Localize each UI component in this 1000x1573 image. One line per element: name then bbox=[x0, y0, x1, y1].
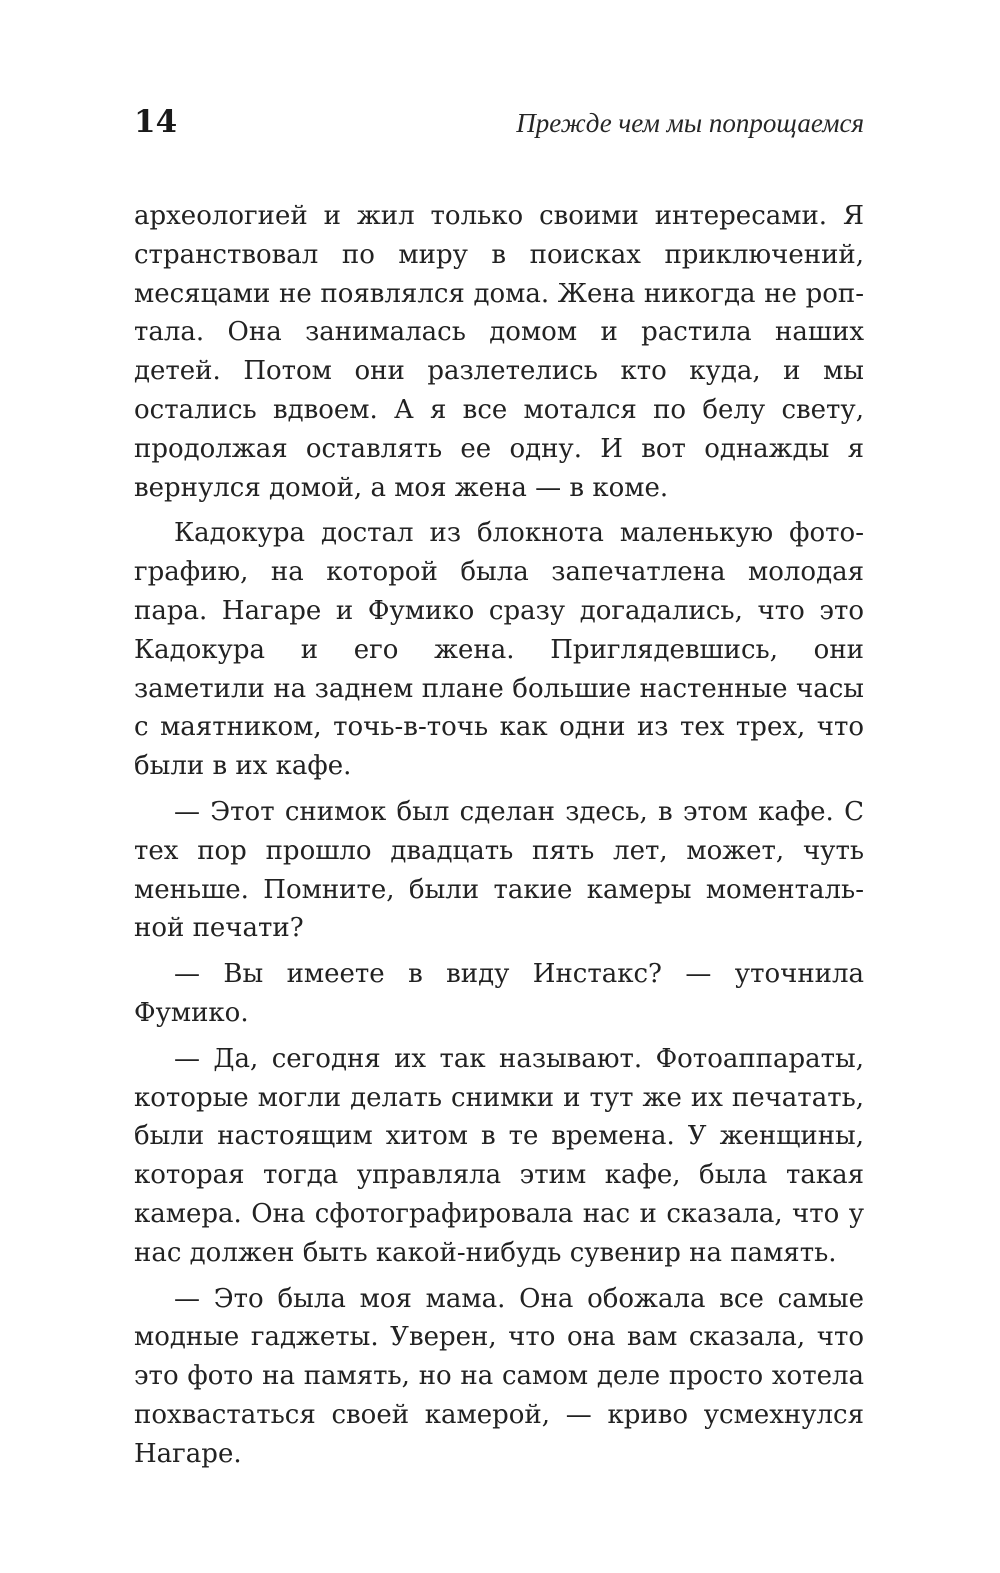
running-head bbox=[134, 100, 864, 148]
paragraph: — Да, сегодня их так называют. Фотоаппараты, которые могли делать снимки и тут же их печатать, были настоящим хитом в те времена. У женщины, которая тогда управляла этим кафе, была такая камера. Она сфотографировала нас и сказала, что у нас должен быть какой-нибудь сувенир на память. bbox=[134, 1043, 864, 1268]
paragraph: — Это была моя мама. Она обожала все самые модные гаджеты. Уверен, что она вам сказала, что это фото на память, но на самом деле просто хотела похвастаться своей камерой, — криво усмехнулся Нагаре. bbox=[134, 1283, 864, 1469]
paragraph: — Вы имеете в виду Инстакс? — уточнила Фумико. bbox=[134, 959, 864, 1028]
body-text bbox=[134, 197, 864, 1481]
paragraph-continued: археологией и жил только своими интересами. Я странствовал по миру в поисках приключений, месяцами не появлялся дома. Жена никогда не роптала. Она занималась домом и растила наших детей. Потом они разлетелись кто куда, и мы остались вдвоем. А я все мотался по белу свету, продолжая оставлять ее одну. И вот однажды я вернулся домой, а моя жена — в коме. bbox=[134, 201, 864, 503]
paragraph: Кадокура достал из блокнота маленькую фотографию, на которой была запечатлена молодая пара. Нагаре и Фумико сразу догадались, что это Кадокура и его жена. Приглядевшись, они заметили на заднем плане большие настенные часы с маятником, точь-в-точь как одни из тех трех, что были в их кафе. bbox=[134, 518, 864, 782]
running-title: Прежде чем мы попрощаемся bbox=[516, 108, 864, 138]
paragraph: — Этот снимок был сделан здесь, в этом кафе. С тех пор прошло двадцать пять лет, может, чуть меньше. Помните, были такие камеры моментальной печати? bbox=[134, 796, 864, 944]
page-number: 14 bbox=[134, 104, 178, 140]
